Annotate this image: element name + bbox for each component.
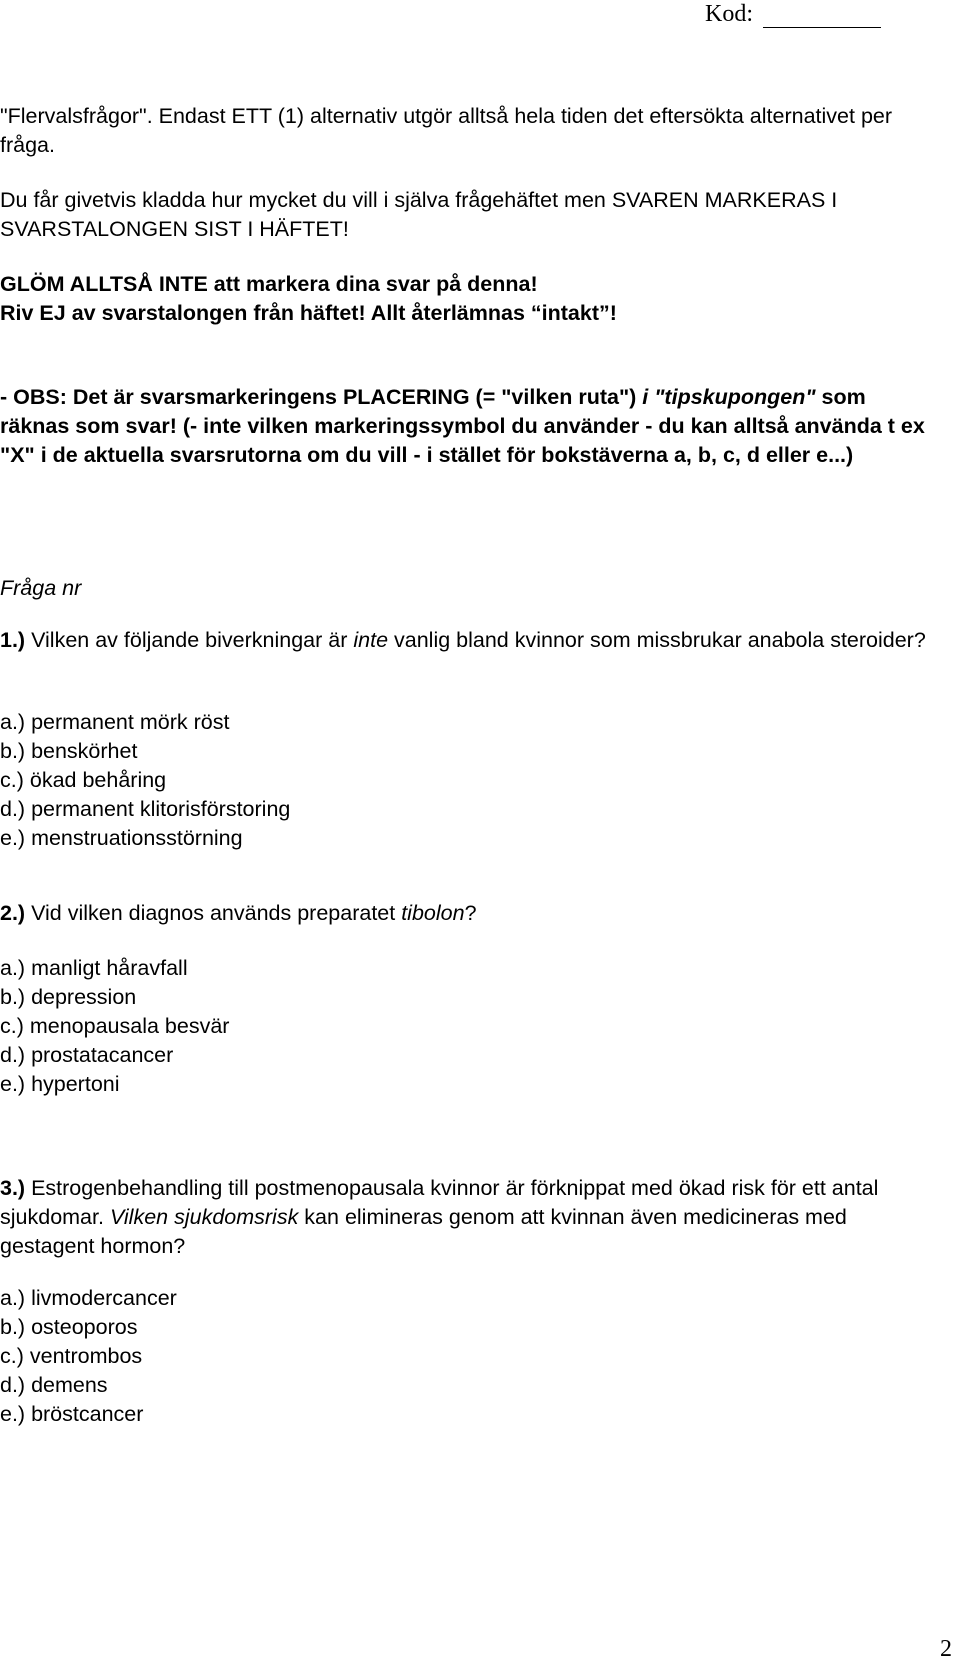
- fraga-label: [0, 574, 930, 603]
- question-2: [0, 899, 930, 928]
- option-e[interactable]: e.) menstruationsstörning: [0, 826, 243, 850]
- question-text: [0, 626, 930, 655]
- riv-text: Riv EJ av svarstalongen från häftet! Allt återlämnas “intakt”!: [0, 301, 617, 325]
- question-number: 1.): [0, 628, 26, 652]
- question-text-b: kan elimineras genom att kvinnan även medicineras med gestagent hormon?: [0, 1205, 847, 1258]
- question-1-options: [0, 708, 930, 853]
- option-a[interactable]: a.) livmodercancer: [0, 1286, 177, 1310]
- code-label: Kod:: [705, 1, 753, 27]
- obs-paragraph: [0, 383, 930, 470]
- option-e[interactable]: e.) hypertoni: [0, 1072, 120, 1096]
- question-text-b: ?: [464, 901, 477, 925]
- question-text: [0, 1174, 930, 1261]
- option-d[interactable]: d.) prostatacancer: [0, 1043, 174, 1067]
- question-number: 2.): [0, 901, 26, 925]
- question-text-italic: inte: [353, 628, 389, 652]
- option-b[interactable]: b.) depression: [0, 985, 137, 1009]
- obs-text: [0, 383, 930, 470]
- question-text-a: Estrogenbehandling till postmenopausala kvinnor är förknippat med ökad risk för ett antal sjukdomar.: [0, 1176, 879, 1229]
- question-3-options: [0, 1284, 930, 1429]
- question-1: [0, 626, 930, 655]
- intro-paragraph-2: [0, 186, 930, 244]
- option-c[interactable]: c.) menopausala besvär: [0, 1014, 230, 1038]
- option-b[interactable]: b.) benskörhet: [0, 739, 138, 763]
- obs-text-a: - OBS: Det är svarsmarkeringens PLACERING (= "vilken ruta"): [0, 385, 643, 409]
- intro-paragraph-1: [0, 102, 930, 160]
- obs-text-b: som räknas som svar! (- inte vilken markeringssymbol du använder - du kan alltså använda t ex "X" i de aktuella svarsrutorna om du vill - i stället för bokstäverna a, b, c, d eller e...): [0, 385, 925, 467]
- option-e[interactable]: e.) bröstcancer: [0, 1402, 144, 1426]
- question-text-italic: Vilken sjukdomsrisk: [109, 1205, 299, 1229]
- question-text-a: Vilken av följande biverkningar är: [25, 628, 354, 652]
- question-2-options: [0, 954, 930, 1099]
- intro-paragraph-3: [0, 270, 930, 328]
- page-number: 2: [940, 1636, 952, 1662]
- intro-text-1: "Flervalsfrågor". Endast ETT (1) alternativ utgör alltså hela tiden det eftersökta alternativet per fråga.: [0, 104, 893, 157]
- question-number: 3.): [0, 1176, 26, 1200]
- option-b[interactable]: b.) osteoporos: [0, 1315, 138, 1339]
- option-a[interactable]: a.) permanent mörk röst: [0, 710, 230, 734]
- question-text-b: vanlig bland kvinnor som missbrukar anabola steroider?: [388, 628, 926, 652]
- code-field: [705, 0, 881, 28]
- question-text-a: Vid vilken diagnos används preparatet: [25, 901, 402, 925]
- question-text-italic: tibolon: [401, 901, 465, 925]
- option-c[interactable]: c.) ökad behåring: [0, 768, 167, 792]
- intro-text-2: Du får givetvis kladda hur mycket du vill i själva frågehäftet men SVAREN MARKERAS I SVARSTALONGEN SIST I HÄFTET!: [0, 188, 838, 241]
- question-text: [0, 899, 930, 928]
- option-a[interactable]: a.) manligt håravfall: [0, 956, 188, 980]
- question-3: [0, 1174, 930, 1261]
- fraga-label-text: Fråga nr: [0, 576, 82, 600]
- option-d[interactable]: d.) permanent klitorisförstoring: [0, 797, 291, 821]
- option-d[interactable]: d.) demens: [0, 1373, 108, 1397]
- glom-text: GLÖM ALLTSÅ INTE att markera dina svar på denna!: [0, 272, 538, 296]
- option-c[interactable]: c.) ventrombos: [0, 1344, 143, 1368]
- obs-text-italic: i "tipskupongen": [642, 385, 816, 409]
- code-blank-line[interactable]: [763, 5, 881, 28]
